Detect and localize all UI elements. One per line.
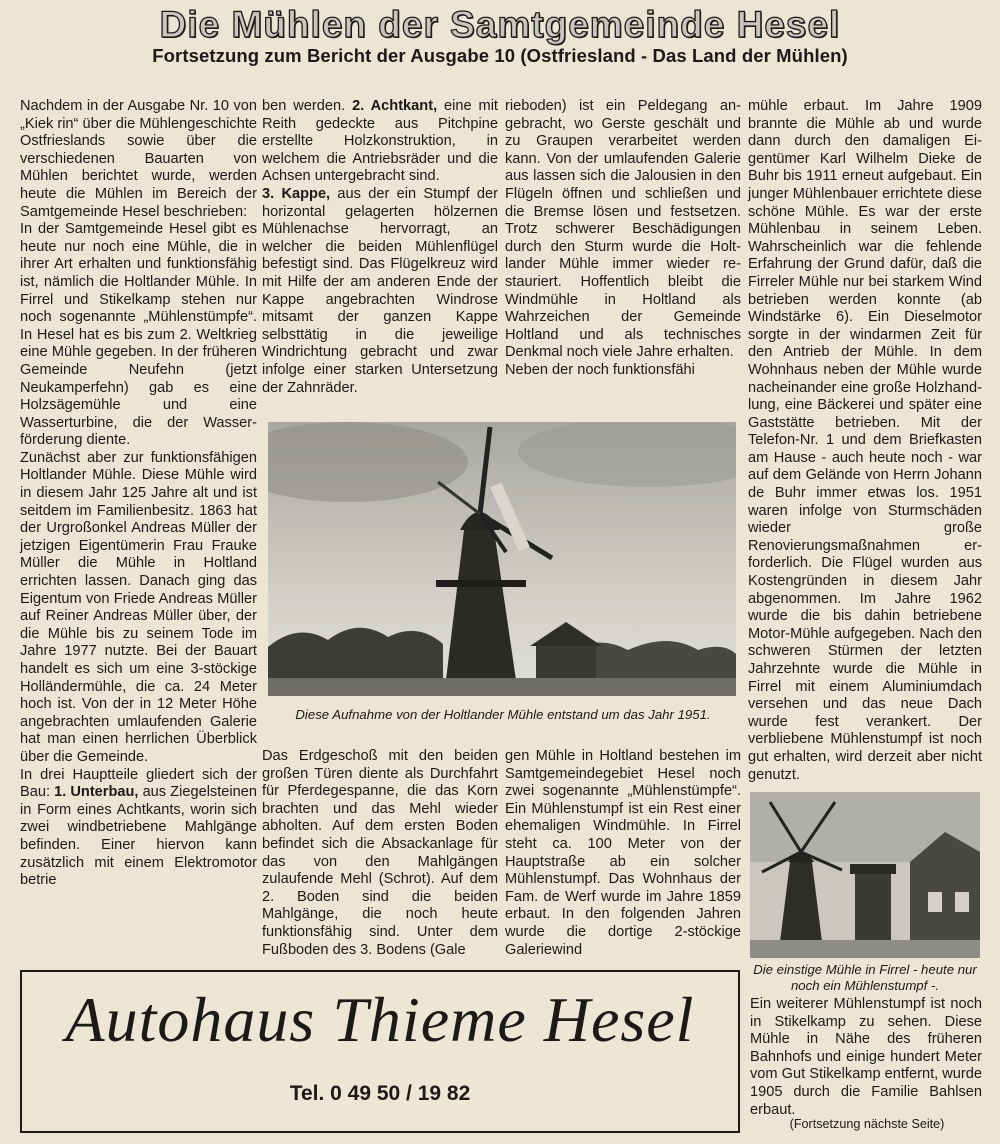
paragraph-overview: In der Samtgemeinde Hesel gibt es heute nur noch eine Mühle, die in ihrer Art erhalten und funktionsfähig ist, nämlich die Holtlander Mühle. In Firrel und Stikelkamp stehen nur noch sogenannte „Mühlenstümpfe“. In Hesel hat es bis zum 2. Weltkrieg eine Mühle gegeben. In der früheren Gemeinde Neufehn (jetzt Neukamperfehn) gab es eine Holzsägemühle und eine Wasserturbine, die der Wasserförderung diente.: [20, 221, 257, 449]
paragraph-holtland: Zunächst aber zur funktionsfähigen Holtlander Mühle. Diese Mühle wird in diesem Jahr 125 Jahre alt und ist seitdem im Familienbesitz. 1863 hat der Urgroßonkel Andreas Müller der jetzigen Eigentümerin Frau Frauke Müller die Mühle in Holtland errichten lassen. Danach ging das Eigentum von Friede Andreas Müller auf Reiner Andreas Müller über, der die Mühle bis zu seinem Tode im Jahre 1977 nutzte. Bei der Bauart handelt es sich um eine 3-stöckige Holländermühle, die ca. 24 Meter hoch ist. Von der in 12 Meter Höhe angebrachten umlaufenden Galerie hat man einen herrlichen Überblick über die Gemeinde.: [20, 449, 257, 765]
column-3-bottom: [505, 748, 741, 959]
article-title: Die Mühlen der Samtgemeinde Hesel: [159, 4, 841, 45]
paragraph-achtkant: [262, 98, 498, 186]
paragraph-kappe: [262, 186, 498, 397]
column-3-top: [505, 98, 741, 380]
text-span: aus Ziegelsteinen in Form eines Achtkants, worin sich zwei windbetriebene Mahlgänge befinden. Einer hiervon kann zusätzlich mit einem Elektromotor betrie: [20, 784, 257, 889]
text-span: In drei Hauptteile gliedert sich der Bau:: [20, 766, 257, 801]
paragraph-firrel: mühle erbaut. Im Jahre 1909 brannte die Mühle ab und wurde dann durch den damaligen Eigentümer Karl Wilhelm Dieke de Buhr bis 1911 erneut aufgebaut. Ein junger Mühlenbauer errichtete diese schöne Mühle. Es war der erste Mühlenbau in seinem Leben. Wahrscheinlich war die fehlende Erfahrung der Grund dafür, daß die Firreler Mühle nur bei starkem Wind betrieben werden konnte (ab Windstärke 6). Ein Dieselmotor sorgte in der windarmen Zeit für den Antrieb der Mühle. In dem Wohnhaus neben der Mühle wurde nacheinander eine große Holzhandlung, eine Bäckerei und später eine Gaststätte betrieben. Mit der Telefon-Nr. 1 und dem Briefkasten am Hause - auch heute noch - war auf dem Gelände von Herrn Johann de Buhr immer etwas los. 1951 waren infolge von Sturmschäden wieder große Renovierungsmaßnahmen erforderlich. Die Flügel wurden aus Kostengründen in diesem Jahr abgenommen. Im Jahre 1962 wurde die bis dahin betriebene Motor-Mühle aufgegeben. Nach den schweren Stürmen der letzten Jahrzehnte wurde die Mühle in Firrel mit einem Aluminiumdach versehen und das neue Dach wurde fest verankert. Der verbliebene Mühlenstumpf ist noch gut erhalten, wird derzeit aber nicht genutzt.: [748, 98, 982, 783]
paragraph-intro: Nachdem in der Ausgabe Nr. 10 von „Kiek rin“ über die Mühlengeschichte Ostfrieslands sowie über die verschiedenen Bauarten von Mühlen berichtet wurde, werden heute die Mühlen im Bereich der Samtgemeinde Hesel beschrieben:: [20, 98, 257, 220]
advertisement-box: [20, 970, 740, 1133]
paragraph-parts: [20, 767, 257, 890]
article-subtitle: Fortsetzung zum Bericht der Ausgabe 10 (Ostfriesland - Das Land der Mühlen): [152, 45, 848, 66]
paragraph-stuempfe: gen Mühle in Holtland bestehen im Samtgemeindegebiet Hesel noch zwei sogenannte „Mühlenstümpfe“. Ein Mühlenstumpf ist ein Rest einer ehemaligen Windmühle. In Firrel steht ca. 100 Meter von der Hauptstraße ab ein solcher Mühlenstumpf. Das Wohnhaus der Fam. de Werf wurde im Jahre 1859 erbaut. In den folgenden Jahren wurde die dortige 2-stöckige Galeriewind: [505, 748, 741, 958]
continued-note: (Fortsetzung nächste Seite): [789, 1117, 945, 1131]
paragraph-neben: Neben der noch funktionsfähi: [505, 361, 695, 378]
text-span: eine mit Reith gedeckte aus Pitchpine erstellte Holzkonstruktion, in welchem die Antriebsräder und die Achsen untergebracht sind.: [262, 98, 498, 185]
column-1: [20, 98, 257, 890]
text-span: aus der ein Stumpf der horizontal gelagerten hölzernen Mühlenachse hervorragt, an welcher die beiden Mühlenflügel befestigt sind. Das Flügelkreuz wird mit Hilfe der am anderen Ende der Kappe angebrachten Windrose mitsamt der ganzen Kappe selbsttätig in die jeweilige Windrichtung gebracht und zwar infolge einer starken Untersetzung der Zahnräder.: [262, 185, 498, 396]
paragraph-stikelkamp: Ein weiterer Mühlenstumpf ist noch in Stikelkamp zu sehen. Diese Mühle in Nähe des früheren Bahnhofs und einige hundert Meter vom Gut Stikelkamp entfernt, wurde 1905 durch die Familie Bahlsen erbaut.: [750, 996, 982, 1118]
bold-term: 2. Achtkant,: [352, 98, 438, 114]
column-4-bottom: [750, 996, 982, 1119]
ad-phone-number: Tel. 0 49 50 / 19 82: [289, 1082, 471, 1105]
ad-company-name: Autohaus Thieme Hesel: [65, 984, 695, 1055]
photo-caption-firrel: Die einstige Mühle in Firrel - heute nur noch ein Mühlenstumpf -.: [753, 962, 977, 993]
paragraph-erdgeschoss: Das Erdgeschoß mit den beiden großen Türen diente als Durchfahrt für Pferdegespanne, die das Korn brachten und das Mehl wieder abholten. Auf dem ersten Boden befindet sich die Absackanlage für das von den Mahlgängen zulaufende Mehl (Schrot). Auf dem 2. Boden sind die beiden Mahlgänge, die noch heute funktionsfähig sind. Unter dem Fußboden des 3. Bodens (Gale: [262, 748, 498, 958]
column-4: [748, 98, 982, 784]
windmill-photo-icon: [268, 422, 736, 696]
photo-firrel-muehle: [750, 792, 980, 958]
photo-caption-holtland: Diese Aufnahme von der Holtlander Mühle entstand um das Jahr 1951.: [295, 707, 711, 722]
bold-term: 1. Unterbau,: [54, 784, 139, 801]
paragraph-galerie: rieboden) ist ein Peldegang angebracht, wo Gerste geschält und zu Graupen verarbeitet werden kann. Von der umlaufenden Galerie aus lassen sich die Jalousien in den Flügeln öffnen und schließen und die Bremse lösen und festsetzen. Trotz schwerer Beschädigungen durch den Sturm wurde die Holtlander Mühle immer wieder restauriert. Hoffentlich bleibt die Windmühle in Holtland als Wahrzeichen der Gemeinde Holtland und als technisches Denkmal noch viele Jahre erhalten.: [505, 98, 741, 361]
photo-holtlander-muehle: [268, 422, 736, 696]
windmill-photo-icon: [750, 792, 980, 958]
column-2-bottom: [262, 748, 498, 959]
text-span: ben werden.: [262, 98, 353, 114]
bold-term: 3. Kappe,: [262, 185, 331, 202]
column-2-top: [262, 98, 498, 397]
